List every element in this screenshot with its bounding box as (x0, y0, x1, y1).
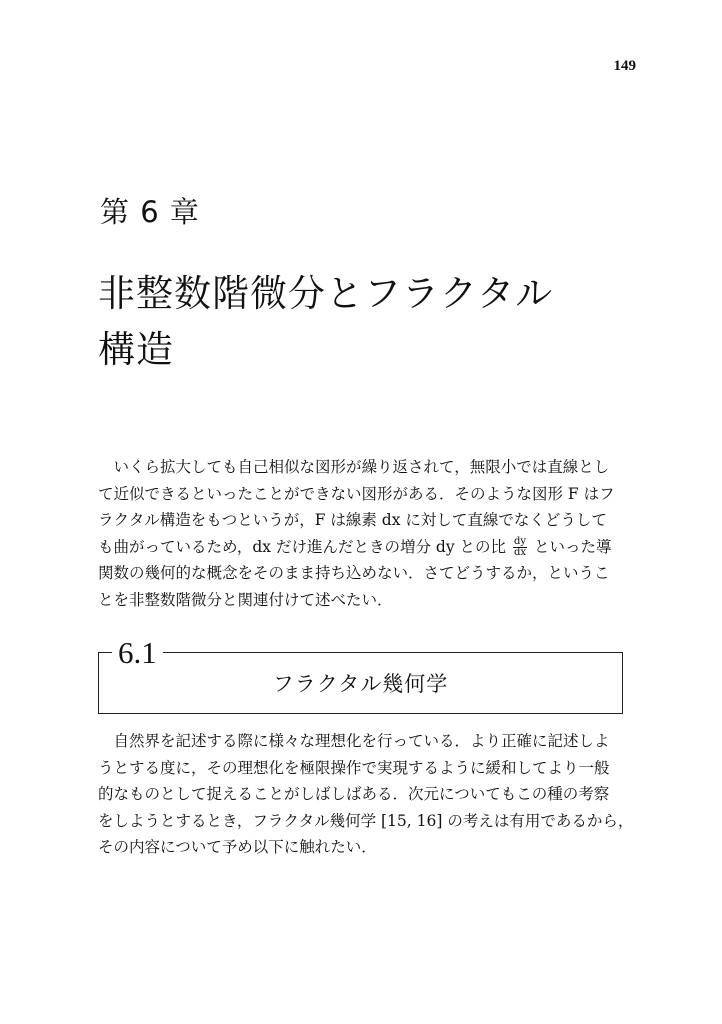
intro-line-2: て近似できるといったことができない図形がある．そのような図形 F はフ (98, 484, 615, 503)
dy-dx-fraction (513, 537, 527, 558)
intro-line-1: いくら拡大しても自己相似な図形が繰り返されて，無限小では直線とし (113, 458, 610, 476)
fraction-denominator: dx (513, 547, 526, 559)
intro-line-4-text: も曲がっているため，dx だけ進んだときの増分 dy との比 (98, 537, 507, 556)
chapter-title (98, 266, 618, 378)
intro-line-4-tail: といった導 (533, 537, 612, 556)
page-number: 149 (613, 58, 636, 74)
chapter-label: 第 6 章 (100, 195, 200, 229)
fraction-numerator: dy (513, 536, 527, 548)
intro-line-4 (98, 534, 628, 561)
chapter-title-line-1: 非整数階微分とフラクタル (98, 272, 554, 315)
intro-line-5: 関数の幾何的な概念をそのまま持ち込めない．さてどうするか，というこ (98, 564, 610, 583)
intro-paragraph (98, 454, 628, 614)
intro-line-6: とを非整数階微分と関連付けて述べたい． (98, 590, 393, 609)
section-line-1: 自然界を記述する際に様々な理想化を行っている．より正確に記述しよ (113, 732, 610, 750)
section-line-4: をしようとするとき，フラクタル幾何学 [15, 16] の考えは有用であるから， (98, 811, 634, 830)
section-line-3: 的なものとして捉えることがしばしばある．次元についてもこの種の考察 (98, 785, 610, 804)
section-paragraph (98, 728, 634, 861)
section-line-2: うとする度に，その理想化を極限操作で実現するように緩和してより一般 (98, 758, 610, 777)
section-number: 6.1 (112, 636, 163, 670)
intro-line-3: ラクタル構造をもつというが，F は線素 dx に対して直線でなくどうして (98, 511, 607, 530)
chapter-title-line-2: 構造 (98, 328, 174, 371)
section-title: フラクタル幾何学 (272, 672, 449, 696)
section-line-5: その内容について予め以下に触れたい． (98, 838, 377, 857)
